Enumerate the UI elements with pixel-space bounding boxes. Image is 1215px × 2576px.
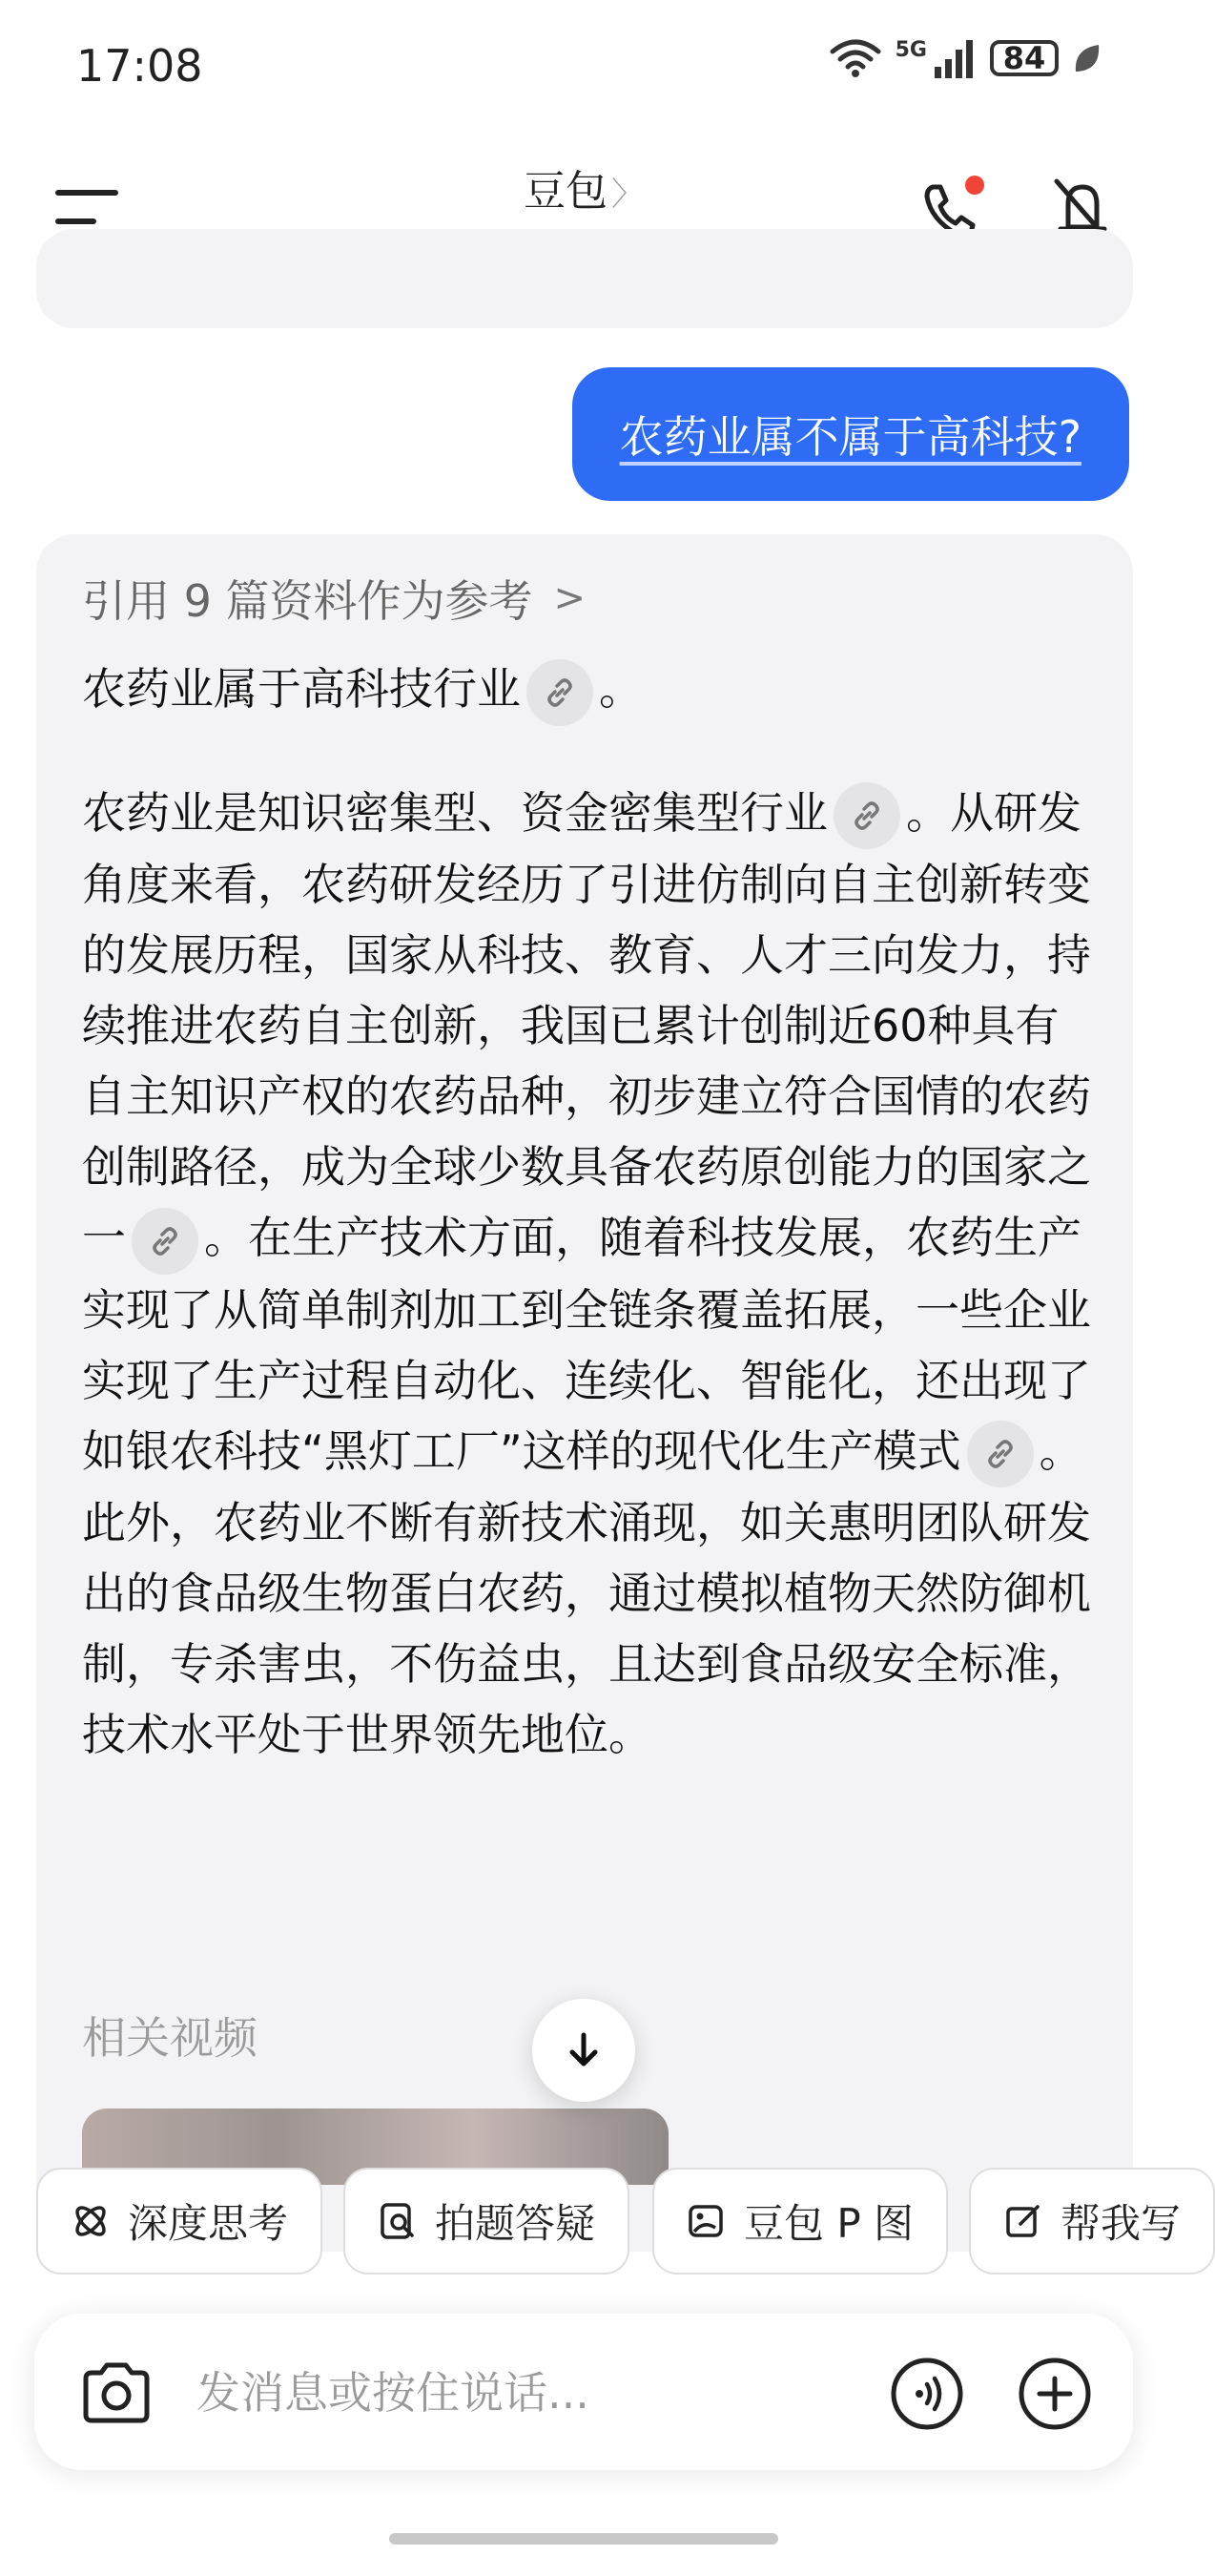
references-link[interactable]	[82, 567, 586, 630]
message-input[interactable]	[195, 2352, 885, 2434]
chip-image-edit[interactable]	[652, 2168, 948, 2275]
answer-text-segment: 农药业属于高科技行业	[82, 663, 521, 715]
network-type: 5G	[895, 38, 927, 62]
references-label: 引用 9 篇资料作为参考	[82, 575, 533, 627]
chip-help-write[interactable]	[969, 2168, 1215, 2275]
answer-paragraph	[82, 654, 1102, 726]
scroll-to-bottom-button[interactable]	[532, 1999, 635, 2102]
chip-deep-thinking[interactable]	[36, 2168, 322, 2275]
previous-message-bubble	[36, 229, 1133, 328]
message-input-bar	[34, 2314, 1133, 2470]
answer-text-segment: 。	[599, 663, 643, 715]
app-title[interactable]: 豆包	[524, 167, 608, 216]
voice-icon[interactable]	[889, 2356, 965, 2432]
link-icon[interactable]	[967, 1421, 1034, 1487]
home-indicator[interactable]	[389, 2533, 778, 2545]
answer-paragraph	[82, 778, 1102, 1771]
plus-icon[interactable]	[1017, 2356, 1093, 2432]
chip-label: 深度思考	[128, 2200, 289, 2247]
link-icon[interactable]	[526, 659, 593, 726]
user-message-bubble[interactable]	[572, 367, 1129, 501]
write-icon	[1003, 2201, 1043, 2241]
chevron-right-icon: 〉	[611, 176, 644, 214]
ai-response-card	[36, 534, 1133, 2252]
chip-label: 帮我写	[1061, 2200, 1182, 2247]
battery-level: 84	[1002, 40, 1046, 76]
atom-icon	[71, 2201, 111, 2241]
answer-text-segment: 。在生产技术方面，随着科技发展，农药生产实现了从简单制剂加工到全链条覆盖拓展，一些企业实现了生产过程自动化、连续化、智能化，还出现了如银农科技“黑灯工厂”这样的现代化生产模式	[82, 1212, 1091, 1477]
answer-text	[82, 654, 1102, 1770]
battery-icon	[990, 40, 1059, 76]
camera-icon[interactable]	[78, 2356, 154, 2428]
status-icons	[829, 38, 1101, 78]
status-bar	[0, 0, 1167, 134]
link-icon[interactable]	[834, 782, 900, 849]
answer-text-segment: 。从研发角度来看，农药研发经历了引进仿制向自主创新转变的发展历程，国家从科技、教育、人才三向发力，持续推进农药自主创新，我国已累计创制近60种具有自主知识产权的农药品种，初步建立符合国情的农药创制路径，成为全球少数具备农药原创能力的国家之一	[82, 786, 1091, 1263]
chip-label: 豆包 P 图	[744, 2200, 915, 2247]
link-icon[interactable]	[132, 1208, 198, 1275]
signal-icon	[933, 38, 977, 78]
related-videos-label: 相关视频	[82, 2012, 257, 2064]
notification-dot	[965, 176, 984, 195]
chat-area[interactable]	[0, 286, 1167, 2132]
answer-text-segment: 农药业是知识密集型、资金密集型行业	[82, 786, 828, 839]
scan-question-icon	[378, 2201, 418, 2241]
user-message-text: 农药业属不属于高科技?	[619, 411, 1081, 463]
suggestion-chips[interactable]	[0, 2168, 1182, 2278]
leaf-icon	[1072, 41, 1101, 75]
arrow-down-icon	[563, 2029, 605, 2071]
image-edit-icon	[687, 2201, 727, 2241]
chevron-right-icon: >	[553, 576, 587, 620]
chip-label: 拍题答疑	[435, 2200, 596, 2247]
wifi-icon	[829, 38, 882, 78]
status-time: 17:08	[76, 40, 203, 92]
answer-text-segment: 。此外，农药业不断有新技术涌现，如关惠明团队研发出的食品级生物蛋白农药，通过模拟植物天然防御机制，专杀害虫，不伤益虫，且达到食品级安全标准，技术水平处于世界领先地位。	[82, 1424, 1091, 1760]
chip-photo-question[interactable]	[343, 2168, 629, 2275]
